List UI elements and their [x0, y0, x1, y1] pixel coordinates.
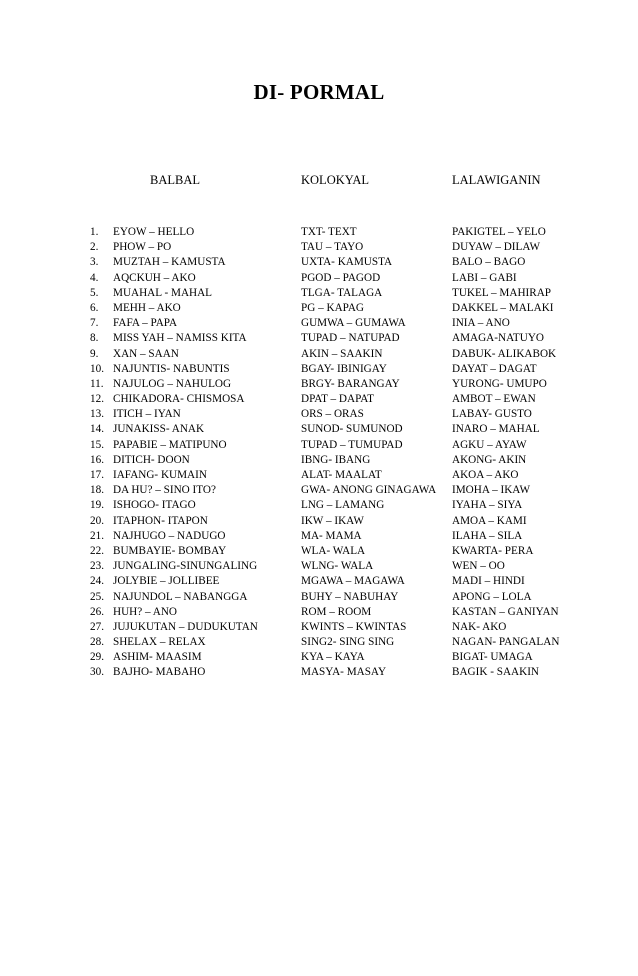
list-item [0, 377, 638, 392]
kolokyal-entry: AKIN – SAAKIN [301, 347, 383, 360]
header-balbal: BALBAL [150, 173, 200, 187]
list-item [0, 483, 638, 498]
kolokyal-entry: KYA – KAYA [301, 651, 365, 664]
row-number: 11. [90, 377, 104, 390]
kolokyal-entry: ORS – ORAS [301, 408, 364, 421]
kolokyal-entry: TUPAD – NATUPAD [301, 332, 400, 345]
lalawiganin-entry: AMAGA-NATUYO [452, 332, 544, 345]
lalawiganin-entry: IMOHA – IKAW [452, 484, 531, 497]
balbal-entry: XAN – SAAN [113, 347, 179, 360]
lalawiganin-entry: DAYAT – DAGAT [452, 362, 537, 375]
balbal-entry: NAJUNTIS- NABUNTIS [113, 362, 230, 375]
lalawiganin-entry: PAKIGTEL – YELO [452, 226, 546, 238]
row-number: 2. [90, 241, 99, 254]
balbal-entry: ASHIM- MAASIM [113, 651, 202, 664]
row-number: 17. [90, 469, 104, 481]
balbal-entry: BAJHO- MABAHO [113, 666, 206, 679]
balbal-entry: HUH? – ANO [113, 605, 178, 618]
lalawiganin-entry: INARO – MAHAL [452, 423, 540, 436]
list-item [0, 453, 638, 468]
row-number: 28. [90, 636, 104, 649]
kolokyal-entry: BRGY- BARANGAY [301, 377, 400, 390]
lalawiganin-entry: KASTAN – GANIYAN [452, 605, 559, 618]
lalawiganin-entry: APONG – LOLA [452, 590, 532, 603]
balbal-entry: DA HU? – SINO ITO? [113, 484, 216, 497]
lalawiganin-entry: ILAHA – SILA [452, 529, 523, 542]
list-item [0, 225, 638, 240]
row-number: 25. [90, 590, 104, 603]
balbal-entry: BUMBAYIE- BOMBAY [113, 544, 227, 557]
lalawiganin-entry: AKOA – AKO [452, 469, 519, 481]
list-item [0, 468, 638, 483]
kolokyal-entry: KWINTS – KWINTAS [301, 620, 407, 633]
balbal-entry: JUNGALING-SINUNGALING [113, 560, 258, 573]
list-item [0, 331, 638, 346]
kolokyal-entry: TAU – TAYO [301, 241, 364, 254]
list-item [0, 392, 638, 407]
row-number: 27. [90, 620, 104, 633]
kolokyal-entry: WLA- WALA [301, 544, 366, 557]
list-item [0, 559, 638, 574]
balbal-entry: ISHOGO- ITAGO [113, 499, 196, 512]
kolokyal-entry: TXT- TEXT [301, 226, 357, 238]
list-item [0, 529, 638, 544]
lalawiganin-entry: BALO – BAGO [452, 256, 526, 269]
list-item [0, 271, 638, 286]
balbal-entry: FAFA – PAPA [113, 317, 178, 330]
balbal-entry: AQCKUH – AKO [113, 271, 196, 284]
kolokyal-entry: MA- MAMA [301, 529, 362, 542]
word-list [0, 225, 638, 681]
balbal-entry: PAPABIE – MATIPUNO [113, 438, 227, 451]
lalawiganin-entry: BAGIK - SAAKIN [452, 666, 540, 679]
kolokyal-entry: MGAWA – MAGAWA [301, 575, 405, 588]
column-headers [0, 173, 638, 189]
lalawiganin-entry: TUKEL – MAHIRAP [452, 286, 552, 299]
balbal-entry: NAJULOG – NAHULOG [113, 377, 232, 390]
lalawiganin-entry: AMBOT – EWAN [452, 393, 536, 406]
kolokyal-entry: GWA- ANONG GINAGAWA [301, 484, 437, 497]
row-number: 30. [90, 666, 104, 679]
row-number: 23. [90, 560, 104, 573]
list-item [0, 650, 638, 665]
kolokyal-entry: LNG – LAMANG [301, 499, 385, 512]
row-number: 8. [90, 332, 99, 345]
balbal-entry: JOLYBIE – JOLLIBEE [113, 575, 220, 588]
balbal-entry: MISS YAH – NAMISS KITA [113, 332, 247, 345]
kolokyal-entry: WLNG- WALA [301, 560, 374, 573]
list-item [0, 514, 638, 529]
row-number: 6. [90, 301, 99, 314]
row-number: 18. [90, 484, 104, 497]
kolokyal-entry: SUNOD- SUMUNOD [301, 423, 403, 436]
balbal-entry: NAJHUGO – NADUGO [113, 529, 226, 542]
list-item [0, 620, 638, 635]
balbal-entry: ITAPHON- ITAPON [113, 514, 208, 527]
lalawiganin-entry: DABUK- ALIKABOK [452, 347, 557, 360]
list-item [0, 574, 638, 589]
kolokyal-entry: UXTA- KAMUSTA [301, 256, 393, 269]
row-number: 22. [90, 544, 104, 557]
list-item [0, 665, 638, 680]
kolokyal-entry: MASYA- MASAY [301, 666, 387, 679]
balbal-entry: CHIKADORA- CHISMOSA [113, 393, 245, 406]
row-number: 9. [90, 347, 99, 360]
list-item [0, 286, 638, 301]
list-item [0, 438, 638, 453]
row-number: 26. [90, 605, 104, 618]
lalawiganin-entry: AKONG- AKIN [452, 453, 527, 466]
list-item [0, 347, 638, 362]
list-item [0, 498, 638, 513]
balbal-entry: MUZTAH – KAMUSTA [113, 256, 226, 269]
list-item [0, 407, 638, 422]
header-lalawiganin: LALAWIGANIN [452, 173, 541, 187]
balbal-entry: MUAHAL - MAHAL [113, 286, 213, 299]
kolokyal-entry: ROM – ROOM [301, 605, 372, 618]
row-number: 19. [90, 499, 104, 512]
row-number: 24. [90, 575, 104, 588]
balbal-entry: SHELAX – RELAX [113, 636, 206, 649]
row-number: 5. [90, 286, 99, 299]
row-number: 20. [90, 514, 104, 527]
header-kolokyal: KOLOKYAL [301, 173, 370, 187]
balbal-entry: MEHH – AKO [113, 301, 181, 314]
list-item [0, 590, 638, 605]
lalawiganin-entry: DAKKEL – MALAKI [452, 301, 554, 314]
lalawiganin-entry: IYAHA – SIYA [452, 499, 523, 512]
balbal-entry: DITICH- DOON [113, 453, 190, 466]
kolokyal-entry: TUPAD – TUMUPAD [301, 438, 403, 451]
balbal-entry: IAFANG- KUMAIN [113, 469, 207, 481]
lalawiganin-entry: WEN – OO [452, 560, 505, 573]
row-number: 1. [90, 226, 99, 238]
kolokyal-entry: DPAT – DAPAT [301, 393, 374, 406]
balbal-entry: EYOW – HELLO [113, 226, 195, 238]
lalawiganin-entry: NAK- AKO [452, 620, 507, 633]
lalawiganin-entry: NAGAN- PANGALAN [452, 636, 560, 649]
lalawiganin-entry: AGKU – AYAW [452, 438, 527, 451]
lalawiganin-entry: YURONG- UMUPO [452, 377, 547, 390]
list-item [0, 422, 638, 437]
row-number: 3. [90, 256, 99, 269]
list-item [0, 635, 638, 650]
kolokyal-entry: IBNG- IBANG [301, 453, 371, 466]
kolokyal-entry: BUHY – NABUHAY [301, 590, 399, 603]
lalawiganin-entry: KWARTA- PERA [452, 544, 534, 557]
lalawiganin-entry: INIA – ANO [452, 317, 510, 330]
page-title: DI- PORMAL [253, 80, 385, 104]
kolokyal-entry: GUMWA – GUMAWA [301, 317, 406, 330]
list-item [0, 316, 638, 331]
lalawiganin-entry: AMOA – KAMI [452, 514, 527, 527]
list-item [0, 255, 638, 270]
row-number: 21. [90, 529, 104, 542]
lalawiganin-entry: DUYAW – DILAW [452, 241, 541, 254]
list-item [0, 362, 638, 377]
row-number: 29. [90, 651, 104, 664]
kolokyal-entry: PG – KAPAG [301, 301, 364, 314]
row-number: 4. [90, 271, 99, 284]
kolokyal-entry: SING2- SING SING [301, 636, 395, 649]
balbal-entry: JUNAKISS- ANAK [113, 423, 205, 436]
row-number: 12. [90, 393, 104, 406]
row-number: 14. [90, 423, 104, 436]
kolokyal-entry: ALAT- MAALAT [301, 469, 382, 481]
lalawiganin-entry: LABAY- GUSTO [452, 408, 532, 421]
kolokyal-entry: BGAY- IBINIGAY [301, 362, 387, 375]
balbal-entry: ITICH – IYAN [113, 408, 181, 421]
lalawiganin-entry: LABI – GABI [452, 271, 517, 284]
lalawiganin-entry: MADI – HINDI [452, 575, 525, 588]
kolokyal-entry: IKW – IKAW [301, 514, 364, 527]
lalawiganin-entry: BIGAT- UMAGA [452, 651, 533, 664]
list-item [0, 301, 638, 316]
balbal-entry: NAJUNDOL – NABANGGA [113, 590, 248, 603]
list-item [0, 240, 638, 255]
kolokyal-entry: TLGA- TALAGA [301, 286, 383, 299]
list-item [0, 605, 638, 620]
row-number: 13. [90, 408, 104, 421]
row-number: 15. [90, 438, 104, 451]
row-number: 10. [90, 362, 104, 375]
row-number: 16. [90, 453, 104, 466]
list-item [0, 544, 638, 559]
row-number: 7. [90, 317, 99, 330]
balbal-entry: JUJUKUTAN – DUDUKUTAN [113, 620, 258, 633]
kolokyal-entry: PGOD – PAGOD [301, 271, 381, 284]
balbal-entry: PHOW – PO [113, 241, 172, 254]
